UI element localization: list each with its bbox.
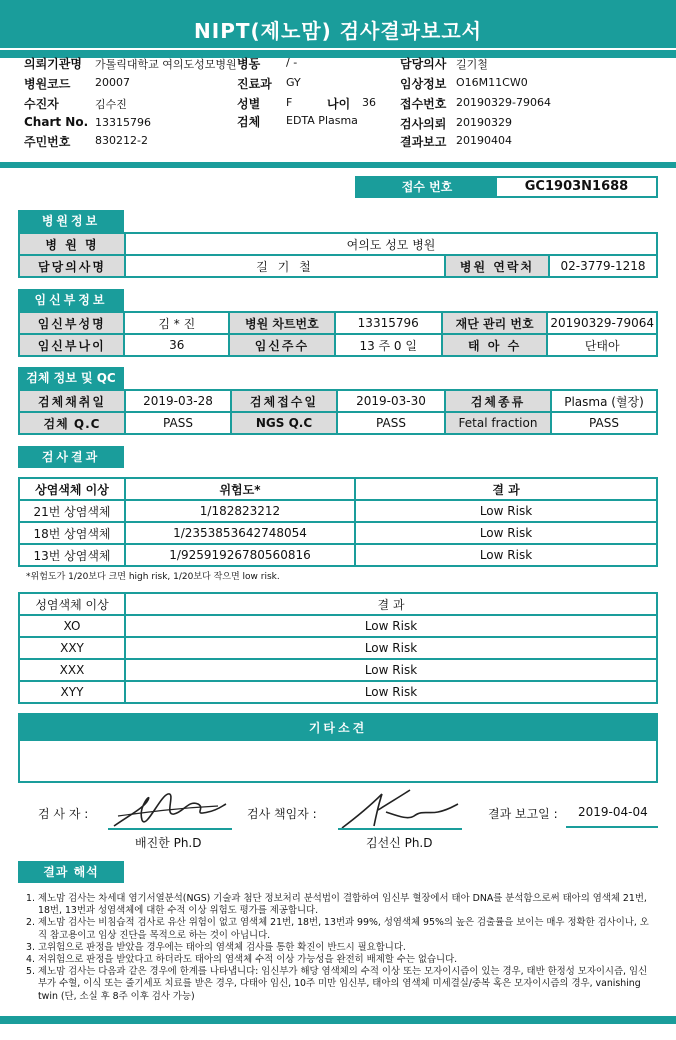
ward-value: / - [286, 56, 298, 69]
ssn-label: 주민번호 [24, 135, 71, 149]
collect-date-value: 2019-03-28 [125, 390, 231, 412]
sex-chromosome-name: XO [19, 615, 125, 637]
specimen-label: 검체 [237, 115, 261, 129]
section-hospital-info: 병원정보 [18, 210, 124, 232]
hospital-name-value: 여의도 성모 병원 [125, 233, 657, 255]
sex-value: F [286, 96, 293, 109]
collect-date-label: 검체채취일 [19, 390, 125, 412]
table-row [19, 500, 657, 522]
table-row [19, 615, 657, 637]
foundation-number-value: 20190329-79064 [547, 312, 657, 334]
patient-name-label: 임신부성명 [19, 312, 124, 334]
specimen-type-label: 검체종류 [445, 390, 551, 412]
hospital-name-label: 병 원 명 [19, 233, 125, 255]
hospital-code-value: 20007 [95, 76, 130, 89]
department-label: 진료과 [237, 77, 272, 91]
doctor-label: 담당의사 [400, 57, 447, 71]
sex-chromosome-name: XXX [19, 659, 125, 681]
supervisor-signature-line [338, 828, 462, 830]
list-item: 2. 제노맘 검사는 비침습적 검사로 유산 위험이 없고 염색체 21번, 18번, 13번과 99%, 성염색체 95%의 높은 검출률을 보이는 매우 정확한 검사이나, 오직 참고용이고 임상 진단을 목적으로 하는 것이 아닙니다. [26, 917, 649, 941]
examiner-label: 검 사 자 : [38, 807, 89, 821]
receipt-number-label: 접수 번호 [357, 178, 497, 196]
ngs-qc-value: PASS [337, 412, 445, 434]
sex-chromosome-name: XXY [19, 637, 125, 659]
clinical-label: 임상정보 [400, 77, 447, 91]
sex-chromosome-result: Low Risk [125, 615, 657, 637]
table-row [19, 544, 657, 566]
supervisor-signature [338, 786, 462, 832]
specimen-qc-value: PASS [125, 412, 231, 434]
clinical-value: O16M11CW0 [456, 76, 528, 89]
specimen-info-table [18, 389, 658, 435]
sex-chromosome-results-table [18, 592, 658, 704]
risk-footnote: *위험도가 1/20보다 크면 high risk, 1/20보다 작으면 low risk. [26, 572, 280, 582]
patient-info-table [18, 311, 658, 357]
specimen-type-value: Plasma (혈장) [551, 390, 657, 412]
examiner-name: 배진한 Ph.D [135, 836, 202, 850]
fetal-fraction-label: Fetal fraction [445, 412, 551, 434]
autosome-header-result: 결 과 [355, 478, 657, 500]
report-date-value: 2019-04-04 [578, 805, 648, 819]
autosome-risk: 1/2353853642748054 [125, 522, 355, 544]
list-item: 4. 저위험으로 판정을 받았다고 하더라도 태아의 염색체 수적 이상 가능성을 완전히 배제할 수는 없습니다. [26, 954, 458, 966]
receipt-number-box [355, 176, 658, 198]
hospital-code-label: 병원코드 [24, 77, 71, 91]
institution-value: 가톨릭대학교 여의도성모병원 [95, 58, 237, 71]
fetus-count-value: 단태아 [547, 334, 657, 356]
receive-date-value: 2019-03-30 [337, 390, 445, 412]
receipt-label: 접수번호 [400, 97, 447, 111]
sex-chromosome-result: Low Risk [125, 681, 657, 703]
autosome-result: Low Risk [355, 544, 657, 566]
sex-label: 성별 [237, 97, 261, 111]
patient-chart-value: 13315796 [335, 312, 442, 334]
request-value: 20190329 [456, 116, 512, 129]
sex-chromosome-result: Low Risk [125, 659, 657, 681]
report-date-label: 결과 보고일 : [488, 807, 558, 821]
gestation-weeks-label: 임신주수 [229, 334, 334, 356]
result-report-value: 20190404 [456, 134, 512, 147]
specimen-value: EDTA Plasma [286, 114, 358, 127]
request-label: 검사의뢰 [400, 117, 447, 131]
table-row [19, 659, 657, 681]
examiner-signature-line [108, 828, 232, 830]
hospital-contact-label: 병원 연락처 [445, 255, 549, 277]
chart-value: 13315796 [95, 116, 151, 129]
collector-label: 수진자 [24, 97, 59, 111]
supervisor-name: 김선신 Ph.D [366, 836, 433, 850]
report-date-line [566, 826, 658, 828]
header-separator [0, 162, 676, 168]
chart-label: Chart No. [24, 115, 89, 129]
sex-chromosome-name: XYY [19, 681, 125, 703]
patient-age-value: 36 [124, 334, 229, 356]
sex-header-result: 결 과 [125, 593, 657, 615]
ward-label: 병동 [237, 57, 261, 71]
specimen-qc-label: 검체 Q.C [19, 412, 125, 434]
receipt-number-value: GC1903N1688 [524, 179, 629, 194]
age-value: 36 [362, 96, 376, 109]
autosome-name: 21번 상염색체 [19, 500, 125, 522]
supervisor-label: 검사 책임자 : [247, 807, 317, 821]
ssn-value: 830212-2 [95, 134, 148, 147]
hospital-info-table [18, 232, 658, 278]
examiner-signature [108, 786, 228, 832]
age-label: 나이 [327, 97, 351, 111]
other-opinion-box [18, 713, 658, 783]
fetus-count-label: 태 아 수 [442, 334, 548, 356]
fetal-fraction-value: PASS [551, 412, 657, 434]
title-underline [0, 48, 676, 50]
section-patient-info: 임신부정보 [18, 289, 124, 311]
list-item: 3. 고위험으로 판정을 받았을 경우에는 태아의 염색체 검사를 통한 확진이 반드시 필요합니다. [26, 941, 406, 953]
sex-chromosome-result: Low Risk [125, 637, 657, 659]
patient-chart-label: 병원 차트번호 [229, 312, 334, 334]
other-opinion-title: 기타소견 [20, 715, 656, 741]
foundation-number-label: 재단 관리 번호 [442, 312, 548, 334]
receive-date-label: 검체접수일 [231, 390, 337, 412]
autosome-risk: 1/182823212 [125, 500, 355, 522]
autosome-risk: 1/92591926780560816 [125, 544, 355, 566]
section-specimen-info: 검체 정보 및 QC [18, 367, 124, 389]
hospital-contact-value: 02-3779-1218 [549, 255, 657, 277]
institution-label: 의뢰기관명 [24, 57, 82, 71]
table-row [19, 522, 657, 544]
report-title-bar [0, 0, 676, 58]
autosome-header-risk: 위험도* [125, 478, 355, 500]
result-report-label: 결과보고 [400, 135, 447, 149]
autosome-name: 13번 상염색체 [19, 544, 125, 566]
autosome-header-type: 상염색체 이상 [19, 478, 125, 500]
autosome-results-table [18, 477, 658, 567]
interpretation-list [26, 893, 656, 1003]
report-title: NIPT(제노맘) 검사결과보고서 [194, 19, 482, 43]
list-item: 1. 제노맘 검사는 차세대 염기서열분석(NGS) 기술과 첨단 정보처리 분석법이 결합하여 임신부 혈장에서 태아 DNA를 분석함으로써 태아의 염색체 21번, 18번, 13번과 성염색체에 대한 수적 이상 위험도 평가를 제공합니다. [26, 893, 647, 917]
autosome-result: Low Risk [355, 500, 657, 522]
receipt-value: 20190329-79064 [456, 96, 551, 109]
ngs-qc-label: NGS Q.C [231, 412, 337, 434]
doctor-name-label: 담당의사명 [19, 255, 125, 277]
department-value: GY [286, 76, 301, 89]
gestation-weeks-value: 13 주 0 일 [335, 334, 442, 356]
patient-age-label: 임신부나이 [19, 334, 124, 356]
list-item: 5. 제노맘 검사는 다음과 같은 경우에 한계를 나타냅니다: 임신부가 해당 염색체의 수적 이상 또는 모자이시즘이 있는 경우, 태반 한정성 모자이시즘, 임신부가 수혈, 이식 또는 줄기세포 치료를 받은 경우, 다태아 임신, 10주 미만 임신부, 태아의 염색체 미세결실/중복 혹은 모자이시즘의 경우, vanishing twin (단, 소실 후 8주 이후 검사 가능) [26, 966, 648, 1002]
doctor-name-value: 길 기 철 [125, 255, 445, 277]
collector-value: 김수진 [95, 98, 127, 111]
table-row [19, 637, 657, 659]
footer-bar [0, 1016, 676, 1024]
section-interpretation: 결과 해석 [18, 861, 124, 883]
doctor-value: 길기철 [456, 58, 488, 71]
autosome-name: 18번 상염색체 [19, 522, 125, 544]
patient-name-value: 김 * 진 [124, 312, 229, 334]
section-results: 검사결과 [18, 446, 124, 468]
sex-header-type: 성염색체 이상 [19, 593, 125, 615]
autosome-result: Low Risk [355, 522, 657, 544]
table-row [19, 681, 657, 703]
